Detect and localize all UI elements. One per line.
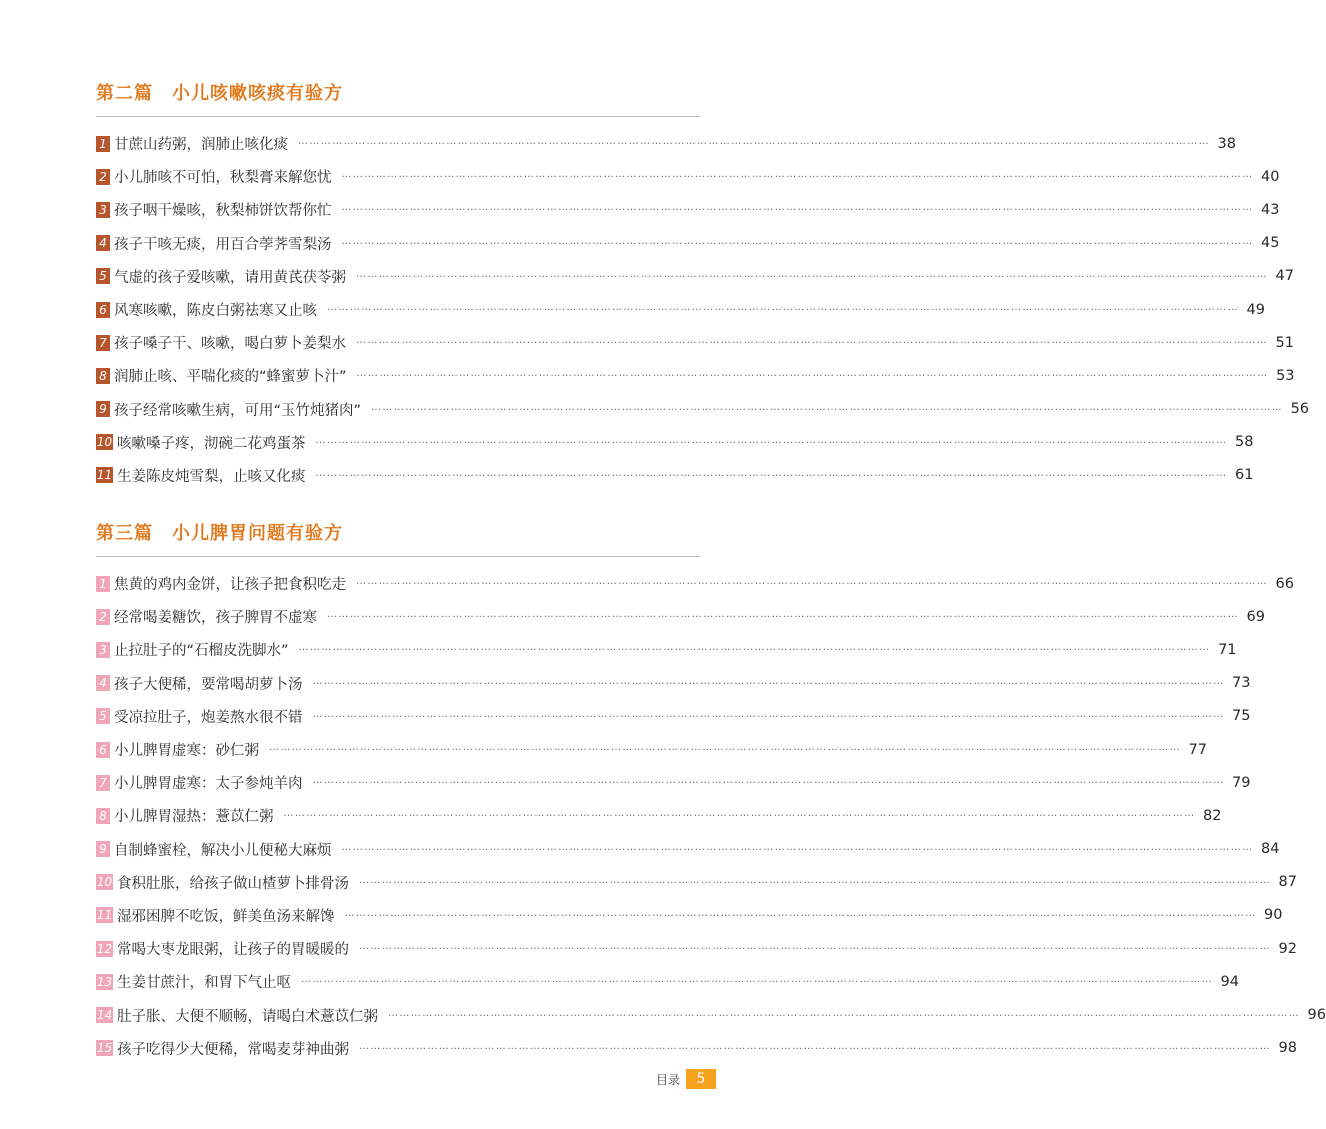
entry-title: 小儿肺咳不可怕，秋梨膏来解您忧 [114,170,332,187]
entry-title: 气虚的孩子爱咳嗽，请用黄芪茯苓粥 [114,269,346,286]
page-footer [656,1069,716,1089]
entry-page-number: 87 [1278,874,1297,891]
entry-number-badge: 7 [96,335,110,351]
entry-page-number: 79 [1232,774,1251,791]
entry-title: 小儿脾胃虚寒：太子参炖羊肉 [114,776,303,793]
dot-leader: …………………………………………………………………………………………………………………………………………………………………………………………………………………… [327,302,1239,314]
entry-number-badge: 1 [96,136,110,152]
dot-leader: …………………………………………………………………………………………………………………………………………………………………………………………………………………… [359,941,1271,953]
entry-title: 孩子吃得少大便稀，常喝麦芽神曲粥 [117,1041,349,1058]
entry-title: 润肺止咳、平喘化痰的“蜂蜜萝卜汁” [114,369,347,386]
entry-page-number: 51 [1275,334,1294,351]
entry-title: 常喝大枣龙眼粥，让孩子的胃暖暖的 [117,942,349,959]
toc-entry[interactable] [96,1032,1297,1065]
entry-number-badge: 10 [96,875,113,890]
dot-leader: …………………………………………………………………………………………………………………………………………………………………………………………………………………… [371,401,1284,413]
entry-number-badge: 12 [96,941,113,956]
dot-leader: …………………………………………………………………………………………………………………………………………………………………………………………………………………… [298,642,1211,654]
entry-page-number: 73 [1232,675,1251,692]
dot-leader: …………………………………………………………………………………………………………………………………………………………………………………………………………………… [341,841,1254,853]
entry-page-number: 92 [1278,940,1297,957]
entry-title: 孩子经常咳嗽生病，可用“玉竹炖猪肉” [114,402,362,419]
entry-number-badge: 2 [96,609,110,625]
entry-title: 生姜陈皮炖雪梨，止咳又化痰 [117,468,306,485]
entry-page-number: 38 [1217,135,1236,152]
entry-page-number: 84 [1261,841,1280,858]
entry-title: 肚子胀、大便不顺畅，请喝白术薏苡仁粥 [117,1008,378,1025]
dot-leader: …………………………………………………………………………………………………………………………………………………………………………………………………………………… [327,609,1239,621]
toc-entry[interactable] [96,965,1239,998]
entry-number-badge: 11 [96,468,113,483]
entry-title: 孩子干咳无痰，用百合荸荠雪梨汤 [114,236,332,253]
entry-number-badge: 6 [96,302,110,318]
dot-leader: …………………………………………………………………………………………………………………………………………………………………………………………………………………… [344,907,1257,919]
dot-leader: …………………………………………………………………………………………………………………………………………………………………………………………………………………… [315,434,1228,446]
entry-number-badge: 6 [96,742,110,758]
toc-entry[interactable] [96,227,1280,260]
entry-number-badge: 1 [96,576,110,592]
entry-title: 风寒咳嗽，陈皮白粥祛寒又止咳 [114,303,317,320]
entry-title: 小儿脾胃虚寒：砂仁粥 [114,743,259,760]
toc-entry[interactable] [96,700,1251,733]
entry-page-number: 90 [1264,907,1283,924]
entry-title: 甘蔗山药粥，润肺止咳化痰 [114,137,288,154]
entry-title: 自制蜂蜜栓，解决小儿便秘大麻烦 [114,842,332,859]
page-number-badge: 5 [686,1069,716,1089]
dot-leader: …………………………………………………………………………………………………………………………………………………………………………………………………………………… [283,808,1196,820]
toc-entry[interactable] [96,426,1254,459]
toc-entry[interactable] [96,260,1294,293]
dot-leader: …………………………………………………………………………………………………………………………………………………………………………………………………………………… [269,742,1181,754]
dot-leader: …………………………………………………………………………………………………………………………………………………………………………………………………………………… [298,136,1210,148]
footer-label: 目录 [656,1072,681,1087]
dot-leader: …………………………………………………………………………………………………………………………………………………………………………………………………………………… [312,708,1225,720]
entry-number-badge: 4 [96,675,110,691]
dot-leader: …………………………………………………………………………………………………………………………………………………………………………………………………………………… [356,335,1268,347]
dot-leader: …………………………………………………………………………………………………………………………………………………………………………………………………………………… [341,202,1254,214]
entry-number-badge: 9 [96,841,110,857]
entry-page-number: 47 [1275,268,1294,285]
entry-number-badge: 14 [96,1008,113,1023]
entry-title: 孩子大便稀，要常喝胡萝卜汤 [114,676,303,693]
toc-entry[interactable] [96,567,1294,600]
entry-page-number: 69 [1246,608,1265,625]
entry-page-number: 94 [1220,973,1239,990]
entry-page-number: 82 [1203,807,1222,824]
entry-page-number: 58 [1235,434,1254,451]
toc-entry[interactable] [96,833,1280,866]
toc-entry[interactable] [96,866,1297,899]
toc-list [96,127,1310,492]
entry-number-badge: 8 [96,808,110,824]
entry-page-number: 49 [1246,301,1265,318]
entry-number-badge: 10 [96,435,113,450]
entry-page-number: 45 [1261,235,1280,252]
entry-title: 小儿脾胃湿热：薏苡仁粥 [114,809,274,826]
dot-leader: …………………………………………………………………………………………………………………………………………………………………………………………………………………… [341,169,1254,181]
entry-number-badge: 4 [96,235,110,251]
toc-entry[interactable] [96,766,1251,799]
entry-number-badge: 15 [96,1041,113,1056]
entry-page-number: 40 [1261,168,1280,185]
dot-leader: …………………………………………………………………………………………………………………………………………………………………………………………………………………… [356,576,1268,588]
dot-leader: …………………………………………………………………………………………………………………………………………………………………………………………………………………… [359,1040,1271,1052]
entry-page-number: 71 [1218,641,1237,658]
entry-page-number: 98 [1278,1040,1297,1057]
entry-page-number: 75 [1232,708,1251,725]
entry-number-badge: 13 [96,974,113,989]
toc-list [96,567,1326,1065]
entry-page-number: 43 [1261,201,1280,218]
entry-title: 湿邪困脾不吃饭，鲜美鱼汤来解馋 [117,908,335,925]
toc-entry[interactable] [96,326,1294,359]
dot-leader: …………………………………………………………………………………………………………………………………………………………………………………………………………………… [356,268,1268,280]
entry-title: 止拉肚子的“石榴皮洗脚水” [114,643,289,660]
entry-number-badge: 2 [96,169,110,185]
toc-entry[interactable] [96,899,1283,932]
dot-leader: …………………………………………………………………………………………………………………………………………………………………………………………………………………… [301,974,1213,986]
toc-entry[interactable] [96,459,1254,492]
toc-entry[interactable] [96,127,1236,160]
entry-title: 受凉拉肚子，炮姜熬水很不错 [114,709,303,726]
entry-page-number: 77 [1188,741,1207,758]
toc-entry[interactable] [96,633,1237,666]
entry-page-number: 61 [1235,467,1254,484]
entry-page-number: 96 [1307,1007,1326,1024]
entry-title: 咳嗽嗓子疼，沏碗二花鸡蛋茶 [117,435,306,452]
entry-number-badge: 3 [96,202,110,218]
toc-entry[interactable] [96,160,1280,193]
toc-entry[interactable] [96,667,1251,700]
section-title: 第三篇 小儿脾胃问题有验方 [96,520,700,557]
toc-entry[interactable] [96,393,1310,426]
toc-entry[interactable] [96,600,1265,633]
entry-number-badge: 11 [96,908,113,923]
entry-page-number: 53 [1276,367,1295,384]
dot-leader: …………………………………………………………………………………………………………………………………………………………………………………………………………………… [356,368,1269,380]
dot-leader: …………………………………………………………………………………………………………………………………………………………………………………………………………………… [359,874,1271,886]
dot-leader: …………………………………………………………………………………………………………………………………………………………………………………………………………………… [312,675,1225,687]
entry-title: 焦黄的鸡内金饼，让孩子把食积吃走 [114,577,346,594]
entry-title: 孩子嗓子干、咳嗽，喝白萝卜姜梨水 [114,336,346,353]
toc-entry[interactable] [96,799,1222,832]
entry-title: 孩子咽干燥咳，秋梨柿饼饮帮你忙 [114,203,332,220]
entry-number-badge: 5 [96,268,110,284]
dot-leader: …………………………………………………………………………………………………………………………………………………………………………………………………………………… [388,1007,1300,1019]
section-title: 第二篇 小儿咳嗽咳痰有验方 [96,80,700,117]
entry-title: 经常喝姜糖饮，孩子脾胃不虚寒 [114,610,317,627]
toc-entry[interactable] [96,733,1207,766]
toc-entry[interactable] [96,193,1280,226]
entry-number-badge: 9 [96,401,110,417]
entry-title: 生姜甘蔗汁，和胃下气止呕 [117,975,291,992]
entry-page-number: 66 [1275,575,1294,592]
toc-entry[interactable] [96,998,1326,1031]
entry-number-badge: 8 [96,368,110,384]
section-chapter-2 [96,80,1310,492]
entry-number-badge: 3 [96,642,110,658]
toc-entry[interactable] [96,359,1295,392]
dot-leader: …………………………………………………………………………………………………………………………………………………………………………………………………………………… [312,775,1225,787]
dot-leader: …………………………………………………………………………………………………………………………………………………………………………………………………………………… [315,467,1228,479]
entry-number-badge: 5 [96,708,110,724]
section-chapter-3 [96,520,1326,1065]
entry-title: 食积肚胀，给孩子做山楂萝卜排骨汤 [117,875,349,892]
toc-entry[interactable] [96,293,1265,326]
entry-number-badge: 7 [96,775,110,791]
entry-page-number: 56 [1290,401,1310,418]
dot-leader: …………………………………………………………………………………………………………………………………………………………………………………………………………………… [341,235,1254,247]
toc-entry[interactable] [96,932,1297,965]
